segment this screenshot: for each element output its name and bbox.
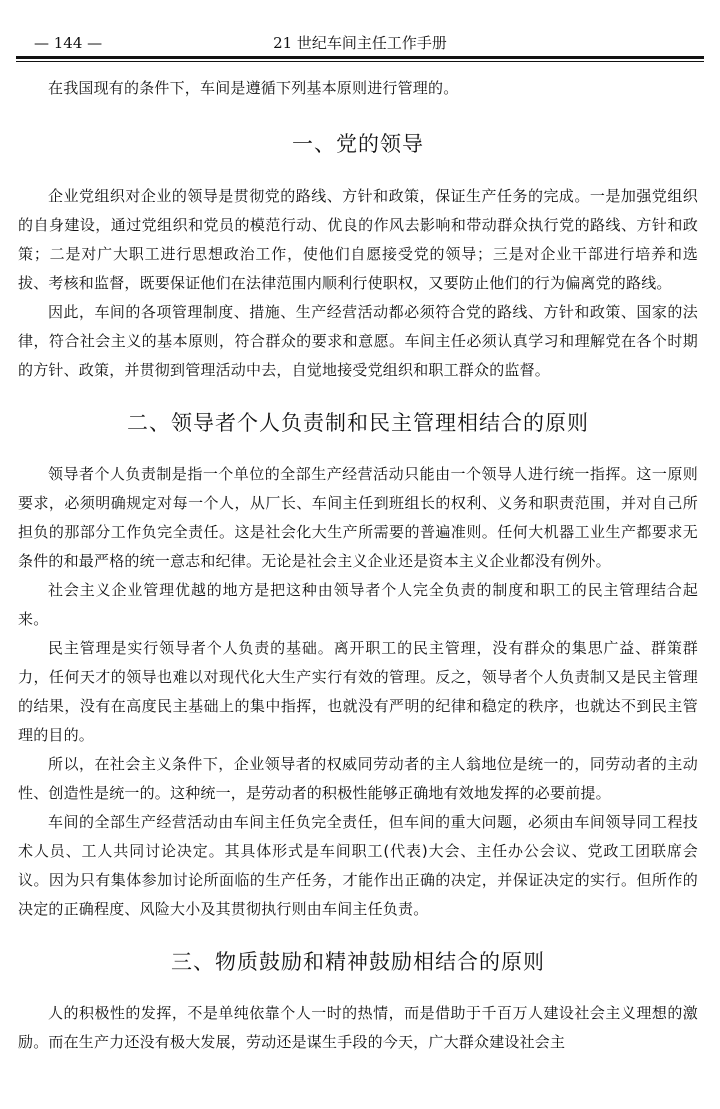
paragraph: 车间的全部生产经营活动由车间主任负完全责任，但车间的重大问题，必须由车间领导同工程技术人员、工人共同讨论决定。其具体形式是车间职工(代表)大会、主任办公会议、党政工团联席会议。因为只有集体参加讨论所面临的生产任务，才能作出正确的决定，并保证决定的实行。但所作的决定的正确程度、风险大小及其贯彻执行则由车间主任负责。	[18, 813, 698, 918]
header-rule-thick	[16, 56, 704, 59]
paragraph: 人的积极性的发挥，不是单纯依靠个人一时的热情，而是借助于千百万人建设社会主义理想的激励。而在生产力还没有极大发展，劳动还是谋生手段的今天，广大群众建设社会主	[18, 1004, 698, 1051]
body-text	[18, 74, 698, 1057]
header-rule-thin	[16, 61, 704, 62]
section-heading-2: 二、领导者个人负责制和民主管理相结合的原则	[127, 411, 589, 435]
paragraph: 社会主义企业管理优越的地方是把这种由领导者个人完全负责的制度和职工的民主管理结合起来。	[18, 581, 698, 628]
paragraph: 领导者个人负责制是指一个单位的全部生产经营活动只能由一个领导人进行统一指挥。这一原则要求，必须明确规定对每一个人，从厂长、车间主任到班组长的权利、义务和职责范围，并对自己所担负的那部分工作负完全责任。这是社会化大生产所需要的普遍准则。任何大机器工业生产都要求无条件的和最严格的统一意志和纪律。无论是社会主义企业还是资本主义企业都没有例外。	[18, 465, 698, 570]
intro-paragraph: 在我国现有的条件下，车间是遵循下列基本原则进行管理的。	[48, 79, 459, 97]
running-header	[20, 28, 700, 52]
paragraph: 民主管理是实行领导者个人负责的基础。离开职工的民主管理，没有群众的集思广益、群策群力，任何天才的领导也难以对现代化大生产实行有效的管理。反之，领导者个人负责制又是民主管理的结果，没有在高度民主基础上的集中指挥，也就没有严明的纪律和稳定的秩序，也就达不到民主管理的目的。	[18, 639, 698, 744]
page-number: — 144 —	[34, 34, 103, 52]
paragraph: 因此，车间的各项管理制度、措施、生产经营活动都必须符合党的路线、方针和政策、国家的法律，符合社会主义的基本原则，符合群众的要求和意愿。车间主任必须认真学习和理解党在各个时期的方针、政策，并贯彻到管理活动中去，自觉地接受党组织和职工群众的监督。	[18, 303, 698, 379]
section-heading-3: 三、物质鼓励和精神鼓励相结合的原则	[171, 950, 545, 974]
paragraph: 所以，在社会主义条件下，企业领导者的权威同劳动者的主人翁地位是统一的，同劳动者的主动性、创造性是统一的。这种统一，是劳动者的积极性能够正确地有效地发挥的必要前提。	[18, 755, 698, 802]
book-title: 21 世纪车间主任工作手册	[273, 34, 447, 52]
paragraph: 企业党组织对企业的领导是贯彻党的路线、方针和政策，保证生产任务的完成。一是加强党组织的自身建设，通过党组织和党员的模范行动、优良的作风去影响和带动群众执行党的路线、方针和政策；二是对广大职工进行思想政治工作，使他们自愿接受党的领导；三是对企业干部进行培养和选拔、考核和监督，既要保证他们在法律范围内顺利行使职权，又要防止他们的行为偏离党的路线。	[18, 187, 698, 292]
section-heading-1: 一、党的领导	[292, 132, 424, 156]
